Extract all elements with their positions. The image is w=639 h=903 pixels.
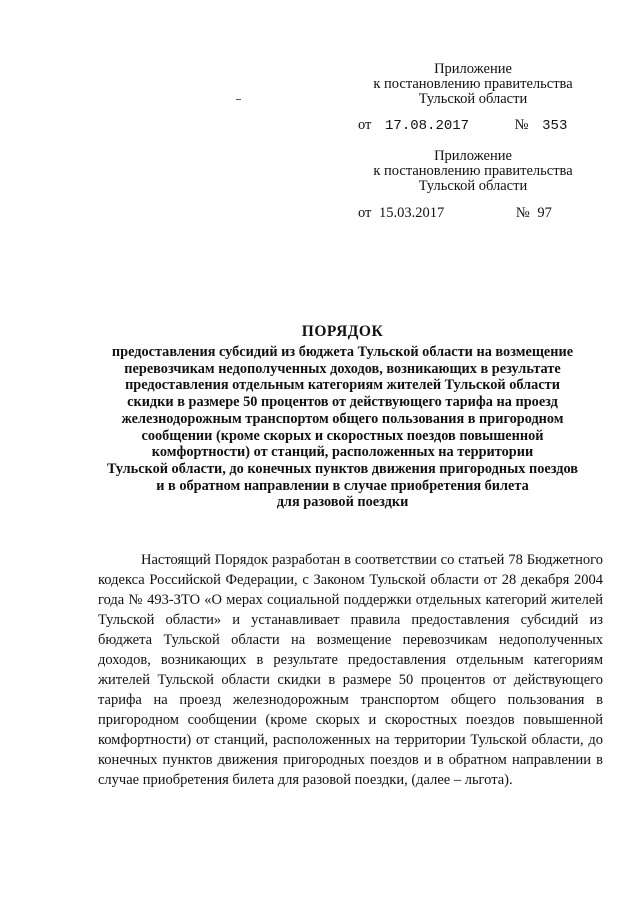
subtitle-line: предоставления субсидий из бюджета Тульской области на возмещение (111, 344, 574, 360)
from-label: от (358, 117, 372, 133)
from-label: от (358, 205, 372, 221)
subtitle-line: скидки в размере 50 процентов от действующего тарифа на проезд (127, 394, 558, 411)
subtitle-line: предоставления отдельным категориям жителей Тульской области (125, 377, 560, 394)
resolution-number-line-previous (358, 205, 552, 222)
appendix-header-previous (353, 149, 593, 194)
resolution-number: 97 (537, 205, 552, 221)
number-label: № (514, 117, 529, 133)
appendix-region: Тульской области (418, 178, 528, 194)
document-title: ПОРЯДОК (301, 323, 384, 340)
resolution-number: 353 (542, 118, 568, 134)
subtitle-line: комфортности) от станций, расположенных на территории (151, 444, 534, 461)
subtitle-line: Тульской области, до конечных пунктов движения пригородных поездов (107, 460, 578, 477)
appendix-resolution: к постановлению правительства (373, 163, 573, 179)
subtitle-line: и в обратном направлении в случае приобретения билета (156, 477, 529, 494)
appendix-header-current (353, 62, 593, 107)
body-paragraph: Настоящий Порядок разработан в соответствии со статьей 78 Бюджетного кодекса Российской Федерации, с Законом Тульской области от 28 декабря 2004 года № 493-ЗТО «О мерах социальной поддержки отдельных категорий жителей Тульской области» и устанавливает правила предоставления субсидий из бюджета Тульской области на возмещение перевозчикам недополученных доходов, возникающих в результате предоставления отдельным категориям жителей Тульской области скидки в размере 50 процентов от действующего тарифа на проезд железнодорожным транспортом общего пользования в пригородном сообщении (кроме скорых и скоростных поездов повышенной комфортности) от станций, расположенных на территории Тульской области, до конечных пунктов движения пригородных поездов и в обратном направлении в случае приобретения билета для разовой поездки, (далее – льгота). (98, 552, 603, 788)
document-subtitle (80, 344, 605, 511)
resolution-number-line-current (358, 117, 567, 134)
number-label: № (515, 205, 530, 221)
subtitle-line: для разовой поездки (276, 494, 409, 511)
appendix-label: Приложение (434, 148, 512, 164)
resolution-date: 17.08.2017 (385, 118, 470, 134)
subtitle-line: сообщении (кроме скорых и скоростных поездов повышенной (141, 427, 544, 444)
subtitle-line: перевозчикам недополученных доходов, возникающих в результате (124, 360, 561, 377)
stray-mark (236, 99, 241, 100)
resolution-date: 15.03.2017 (379, 205, 445, 221)
appendix-resolution: к постановлению правительства (373, 76, 573, 92)
document-body (98, 550, 603, 790)
subtitle-line: железнодорожным транспортом общего пользования в пригородном (121, 410, 564, 427)
appendix-region: Тульской области (418, 91, 528, 107)
appendix-label: Приложение (434, 61, 512, 77)
